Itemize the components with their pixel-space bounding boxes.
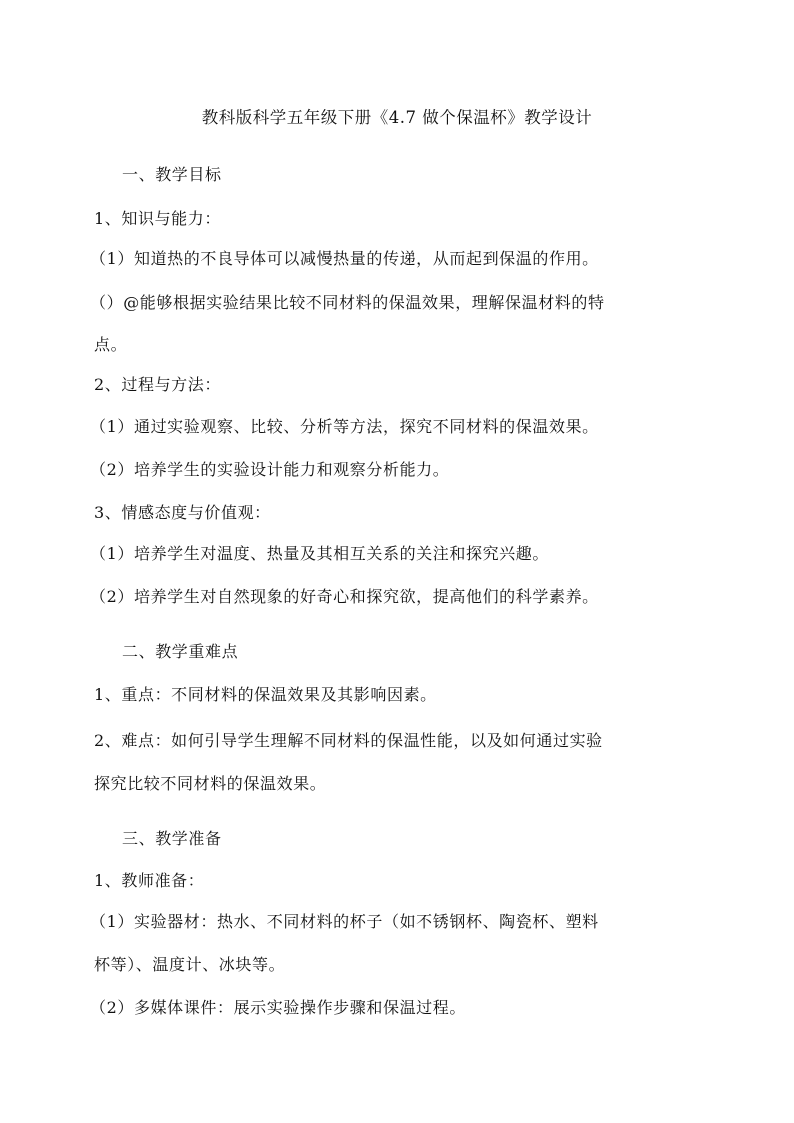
- subsection-label-attitude: 3、情感态度与价值观：: [94, 503, 271, 522]
- list-item: （）@能够根据实验结果比较不同材料的保温效果，理解保温材料的特: [90, 293, 605, 312]
- section-heading-preparation: 三、教学准备: [122, 829, 222, 848]
- section-heading-key-points: 二、教学重难点: [122, 642, 239, 661]
- list-item: （2）培养学生的实验设计能力和观察分析能力。: [90, 460, 450, 479]
- list-item: （1）实验器材：热水、不同材料的杯子（如不锈钢杯、陶瓷杯、塑料: [90, 912, 599, 931]
- list-item: 2、难点：如何引导学生理解不同材料的保温性能，以及如何通过实验: [94, 731, 603, 750]
- list-item-continuation: 探究比较不同材料的保温效果。: [94, 774, 327, 793]
- list-item-continuation: 杯等）、温度计、冰块等。: [94, 955, 286, 974]
- section-heading-objectives: 一、教学目标: [122, 165, 222, 184]
- subsection-label-teacher: 1、教师准备：: [94, 871, 205, 890]
- subsection-label-knowledge: 1、知识与能力：: [94, 209, 221, 228]
- list-item: （1）培养学生对温度、热量及其相互关系的关注和探究兴趣。: [90, 544, 549, 563]
- document-title: 教科版科学五年级下册《4.7 做个保温杯》教学设计: [201, 108, 593, 127]
- list-item: （2）培养学生对自然现象的好奇心和探究欲，提高他们的科学素养。: [90, 587, 599, 606]
- list-item: 1、重点：不同材料的保温效果及其影响因素。: [94, 685, 437, 704]
- list-item: （2）多媒体课件：展示实验操作步骤和保温过程。: [90, 998, 466, 1017]
- list-item: （1）知道热的不良导体可以减慢热量的传递，从而起到保温的作用。: [90, 249, 599, 268]
- list-item-continuation: 点。: [94, 335, 128, 354]
- subsection-label-process: 2、过程与方法：: [94, 375, 221, 394]
- list-item: （1）通过实验观察、比较、分析等方法，探究不同材料的保温效果。: [90, 417, 599, 436]
